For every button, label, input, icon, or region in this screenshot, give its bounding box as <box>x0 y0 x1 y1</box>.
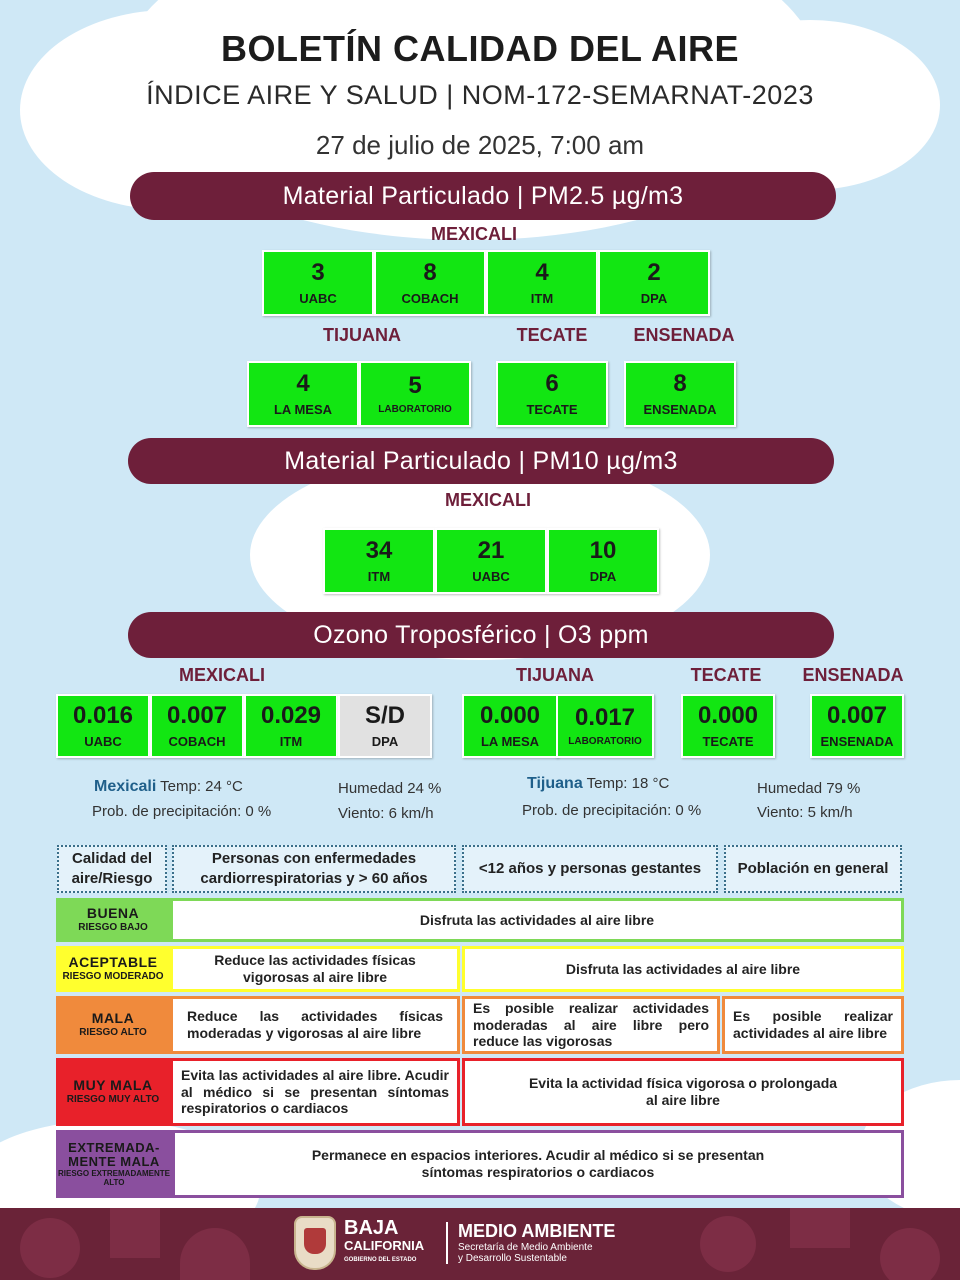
risk-level-risk: RIESGO ALTO <box>79 1027 147 1039</box>
weather-city: Tijuana <box>527 775 583 792</box>
o3-station-itm <box>244 694 338 758</box>
risk-level-muy-mala <box>56 1058 170 1126</box>
risk-level-name: ACEPTABLE <box>68 954 158 971</box>
footer-pattern <box>110 1208 160 1258</box>
station-value: 0.000 <box>479 702 541 730</box>
station-name: LA MESA <box>273 401 333 417</box>
department-title: MEDIO AMBIENTE <box>458 1221 616 1241</box>
station-name: ITM <box>530 290 554 306</box>
pm10-station-uabc <box>435 528 547 594</box>
o3-station-dpa <box>338 694 432 758</box>
station-value: S/D <box>364 702 405 730</box>
risk-level-risk: RIESGO MODERADO <box>62 971 164 983</box>
pm25-city-mexicali: MEXICALI <box>430 224 517 244</box>
pm25-city-ensenada: ENSENADA <box>633 325 735 345</box>
pm10-banner: Material Particulado | PM10 µg/m3 <box>128 438 834 484</box>
recommendation-mala-children: Es posible realizar actividades moderadas al aire libre pero reduce las vigorosas <box>462 996 720 1054</box>
o3-city-tecate: TECATE <box>690 665 762 685</box>
pm25-banner: Material Particulado | PM2.5 µg/m3 <box>130 172 836 220</box>
o3-station-la-mesa <box>462 694 558 758</box>
recommendation-extremadamente-mala-all: Permanece en espacios interiores. Acudir al médico si se presentan síntomas respiratorios o cardiacos <box>172 1130 904 1198</box>
recommendation-mala-sensitive: Reduce las actividades físicas moderadas y vigorosas al aire libre <box>170 996 460 1054</box>
page-title: BOLETÍN CALIDAD DEL AIRE <box>220 28 739 69</box>
weather-tijuana-temp <box>527 775 669 793</box>
pm25-station-cobach <box>374 250 486 316</box>
station-value: 0.007 <box>826 702 888 730</box>
station-value: 3 <box>311 259 325 287</box>
o3-station-ensenada <box>810 694 904 758</box>
pm10-city-mexicali: MEXICALI <box>444 490 531 510</box>
risk-level-name: EXTREMADA-MENTE MALA <box>68 1139 160 1169</box>
risk-level-mala <box>56 996 170 1054</box>
station-name: UABC <box>299 290 337 306</box>
station-value: 6 <box>545 370 559 398</box>
risk-level-name: MALA <box>91 1010 135 1027</box>
station-name: DPA <box>589 568 617 584</box>
o3-city-mexicali: MEXICALI <box>178 665 265 685</box>
footer-pattern <box>20 1218 80 1278</box>
weather-mexicali-humidity: Humedad 24 % <box>338 780 442 797</box>
station-value: 2 <box>647 259 661 287</box>
station-value: 21 <box>477 537 505 565</box>
pm10-station-dpa <box>547 528 659 594</box>
pm25-station-tecate <box>496 361 608 427</box>
station-name: ITM <box>367 568 391 584</box>
recommendation-aceptable-sensitive: Reduce las actividades físicas vigorosas al aire libre <box>170 946 460 992</box>
station-value: 34 <box>365 537 393 565</box>
weather-tijuana-wind: Viento: 5 km/h <box>757 804 853 821</box>
bulletin-date: 27 de julio de 2025, 7:00 am <box>315 130 645 160</box>
risk-level-risk: RIESGO MUY ALTO <box>66 1094 160 1106</box>
table-header-general: Población en general <box>724 845 902 893</box>
department-line2: y Desarrollo Sustentable <box>458 1252 567 1264</box>
state-name-line1: BAJA <box>344 1217 399 1239</box>
footer-divider <box>446 1222 448 1264</box>
pm25-station-uabc <box>262 250 374 316</box>
station-value: 4 <box>535 259 549 287</box>
weather-mexicali-temp <box>94 778 243 796</box>
weather-mexicali-wind: Viento: 6 km/h <box>338 805 434 822</box>
station-name: ITM <box>279 733 303 749</box>
footer-pattern <box>700 1216 756 1272</box>
page-subtitle: ÍNDICE AIRE Y SALUD | NOM-172-SEMARNAT-2023 <box>146 80 814 110</box>
state-government: GOBIERNO DEL ESTADO <box>344 1256 417 1263</box>
o3-city-tijuana: TIJUANA <box>515 665 594 685</box>
station-name: COBACH <box>401 290 459 306</box>
pm25-station-la-mesa <box>247 361 359 427</box>
recommendation-muy-mala-sensitive: Evita las actividades al aire libre. Acudir al médico si se presentan síntomas respiratorios o cardiacos <box>170 1058 460 1126</box>
footer-bar <box>0 1208 960 1280</box>
risk-level-buena <box>56 898 170 942</box>
pm25-station-itm <box>486 250 598 316</box>
station-name: LABORATORIO <box>378 403 452 415</box>
table-header-risk: Calidad del aire/Riesgo <box>57 845 167 893</box>
risk-level-risk: RIESGO EXTREMADAMENTE ALTO <box>57 1169 170 1187</box>
pm25-city-tecate: TECATE <box>516 325 588 345</box>
risk-level-aceptable <box>56 946 170 992</box>
weather-tijuana-humidity: Humedad 79 % <box>757 780 861 797</box>
weather-city: Mexicali <box>94 778 157 795</box>
department-line1: Secretaría de Medio Ambiente <box>458 1241 593 1253</box>
pm25-station-ensenada <box>624 361 736 427</box>
o3-station-laboratorio <box>556 694 654 758</box>
station-name: ENSENADA <box>820 733 894 749</box>
pm25-station-laboratorio <box>359 361 471 427</box>
state-name-line2: CALIFORNIA <box>344 1238 425 1253</box>
station-value: 0.016 <box>72 702 134 730</box>
station-value: 10 <box>589 537 617 565</box>
footer-pattern <box>180 1228 250 1280</box>
weather-tijuana-precip: Prob. de precipitación: 0 % <box>522 802 702 819</box>
recommendation-muy-mala-rest: Evita la actividad física vigorosa o prolongada al aire libre <box>462 1058 904 1126</box>
station-name: LA MESA <box>480 733 540 749</box>
station-name: UABC <box>84 733 122 749</box>
risk-level-name: MUY MALA <box>73 1077 153 1094</box>
station-value: 4 <box>296 370 310 398</box>
table-header-children: <12 años y personas gestantes <box>462 845 718 893</box>
pm10-station-itm <box>323 528 435 594</box>
pm25-station-dpa <box>598 250 710 316</box>
footer-pattern <box>790 1208 850 1248</box>
o3-city-ensenada: ENSENADA <box>802 665 904 685</box>
station-value: 8 <box>423 259 437 287</box>
station-name: DPA <box>371 733 399 749</box>
risk-level-risk: RIESGO BAJO <box>78 922 148 934</box>
station-value: 0.029 <box>260 702 322 730</box>
o3-station-cobach <box>150 694 244 758</box>
station-name: UABC <box>472 568 510 584</box>
station-name: ENSENADA <box>643 401 717 417</box>
weather-mexicali-precip: Prob. de precipitación: 0 % <box>92 803 272 820</box>
o3-banner: Ozono Troposférico | O3 ppm <box>128 612 834 658</box>
station-value: 0.017 <box>574 704 636 732</box>
station-value: 0.000 <box>697 702 759 730</box>
station-name: LABORATORIO <box>568 735 642 747</box>
o3-station-uabc <box>56 694 150 758</box>
station-name: DPA <box>640 290 668 306</box>
risk-level-extremadamente-mala <box>56 1130 172 1198</box>
station-name: TECATE <box>702 733 754 749</box>
recommendation-mala-general: Es posible realizar actividades al aire libre <box>722 996 904 1054</box>
recommendation-buena-all: Disfruta las actividades al aire libre <box>170 898 904 942</box>
weather-temp: Temp: 24 °C <box>160 778 243 795</box>
o3-station-tecate <box>681 694 775 758</box>
table-header-sensitive: Personas con enfermedades cardiorrespiratorias y > 60 años <box>172 845 456 893</box>
state-seal-icon <box>294 1216 336 1270</box>
station-value: 0.007 <box>166 702 228 730</box>
station-value: 5 <box>408 372 422 400</box>
station-name: TECATE <box>526 401 578 417</box>
footer-pattern <box>880 1228 940 1280</box>
pm25-city-tijuana: TIJUANA <box>322 325 401 345</box>
station-name: COBACH <box>168 733 226 749</box>
station-value: 8 <box>673 370 687 398</box>
recommendation-aceptable-rest: Disfruta las actividades al aire libre <box>462 946 904 992</box>
weather-temp: Temp: 18 °C <box>586 775 670 792</box>
risk-level-name: BUENA <box>86 905 140 922</box>
